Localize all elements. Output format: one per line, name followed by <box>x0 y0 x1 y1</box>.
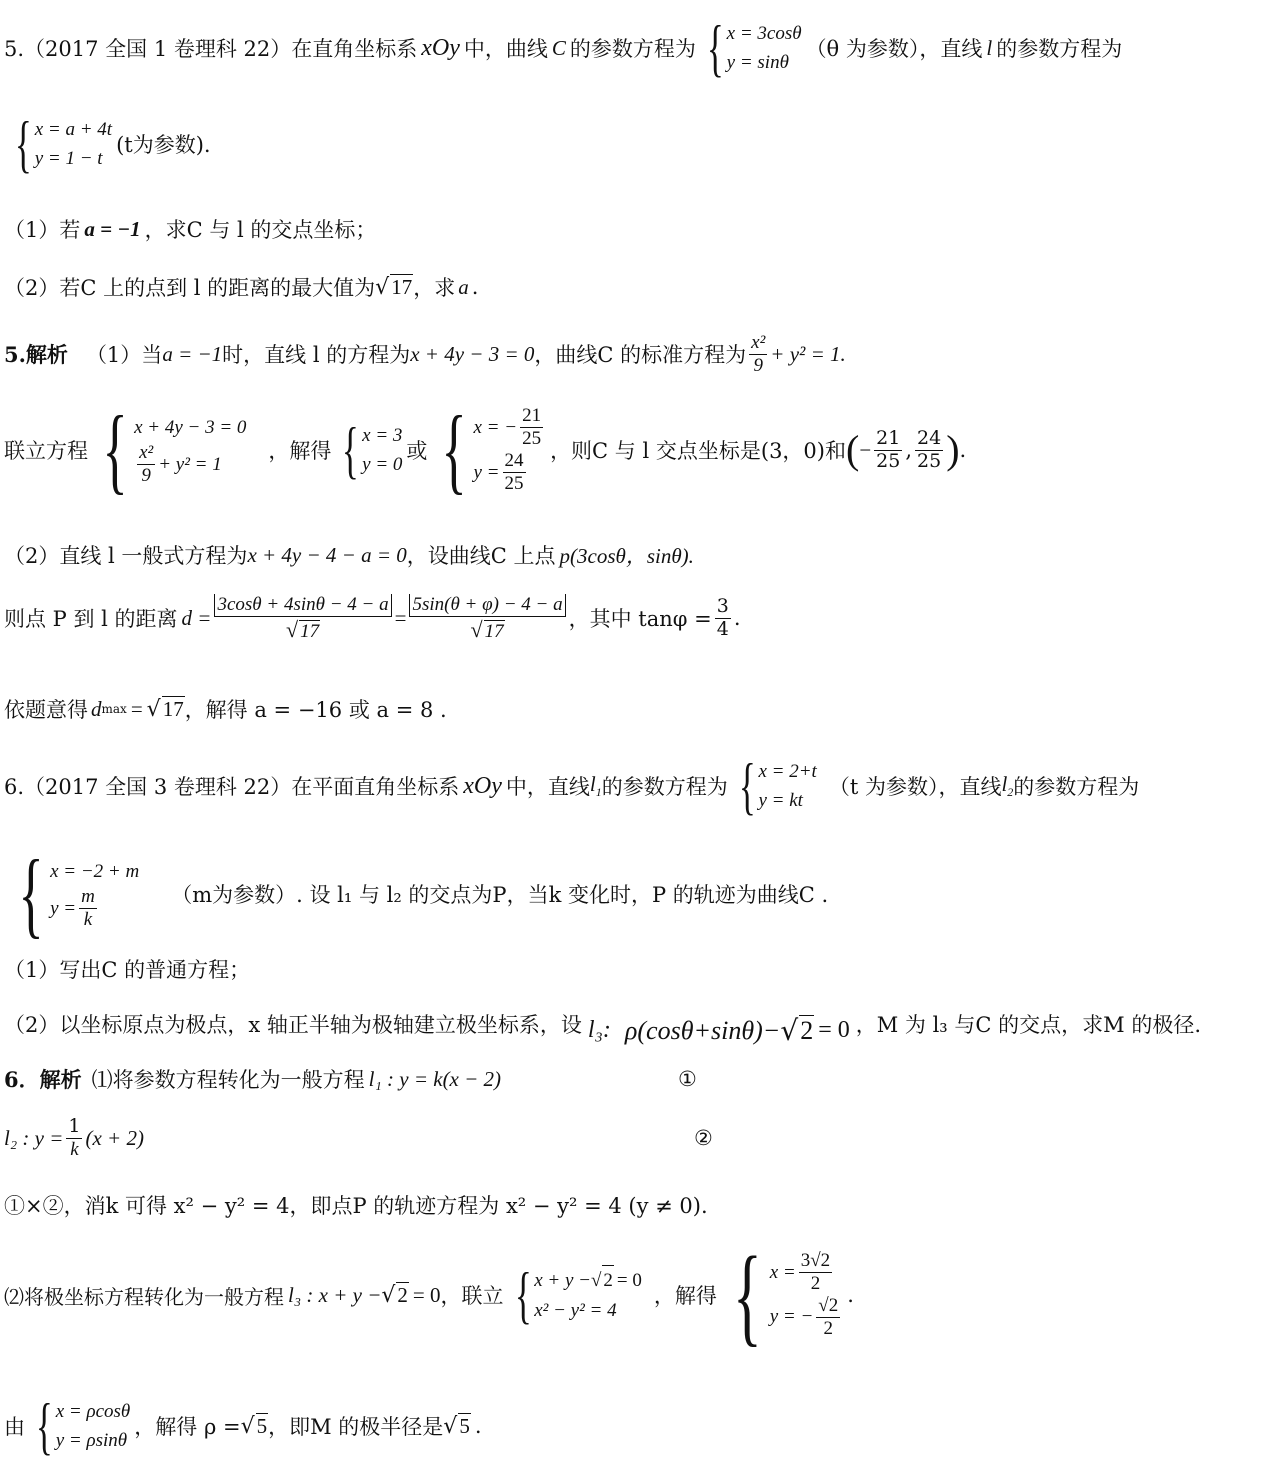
sqrt-icon: √ <box>375 274 390 300</box>
a5-s1-tail: + y² = 1. <box>770 341 846 366</box>
a5-s1b: 时，直线 l 的方程为 <box>222 343 411 368</box>
a5-pt-y <box>915 428 943 473</box>
q5-xoy: xOy <box>421 34 460 61</box>
frac-num: 24 <box>917 426 942 449</box>
frac-den: 25 <box>522 428 542 450</box>
a5-result <box>4 694 447 724</box>
a5-res-eq: = <box>130 696 143 721</box>
q6-l2-frac <box>79 886 97 931</box>
q5-line2 <box>4 108 211 179</box>
a6-label: 6．解析 <box>4 1067 82 1092</box>
q5-p1-cond: a = −1 <box>84 216 141 241</box>
frac-den: k <box>70 1138 79 1160</box>
a5-or: 或 <box>406 439 428 463</box>
q6-part2 <box>4 1000 1201 1047</box>
a5-join-eq1: x + 4y − 3 = 0 <box>134 416 247 438</box>
left-paren-icon: ( <box>845 427 860 472</box>
frac-num: m <box>81 886 95 908</box>
a5-s2-line: x + 4y − 4 − a = 0 <box>247 542 407 567</box>
a5-join: 联立方程 { x + 4y − 3 = 0 $\frac{\text{x²}}{9}$ + y² = 1 ，解得 { x = 3 y = 0 或 { x = − $\frac{21}{25}$ y = $\frac{24}{25}$ ，则C 与 l 交点坐标是(3，0)和 ( − $\frac{21}{25}$ , $\frac{24}{25}$ ) . <box>4 396 967 503</box>
a5-pt-x <box>874 428 902 473</box>
sqrt-icon: √ <box>381 1282 396 1308</box>
a5-intersect-text: ，则C 与 l 交点坐标是(3，0)和 <box>550 439 846 463</box>
frac-num: x² <box>751 332 766 353</box>
frac-den <box>286 617 320 643</box>
q5-curve-system <box>700 12 802 83</box>
frac-num: 3 <box>716 595 729 617</box>
left-brace-icon: { <box>35 1390 53 1461</box>
q6-l1-eq1: x = 2+t <box>758 760 817 782</box>
a5-res-sqrt: 17 <box>162 697 184 721</box>
q5-p2-end: . <box>471 275 479 299</box>
q5-mid2: 的参数方程为 <box>569 37 696 61</box>
a6-step2 <box>4 1115 713 1161</box>
q5-p1-rest: ，求C 与 l 的交点坐标； <box>144 218 377 242</box>
a5-sol2-xfrac <box>520 405 543 450</box>
q6-xoy: xOy <box>463 772 502 799</box>
frac-den: 2 <box>823 1317 833 1339</box>
a6-s1: ⑴将参数方程转化为一般方程 <box>91 1068 365 1092</box>
a5-res-b: ，解得 a = −16 或 a = 8 . <box>184 698 447 722</box>
q6-mid2: 的参数方程为 <box>601 775 728 799</box>
q6-p2-l3: l₃: <box>587 1017 611 1043</box>
a5-res-sub: max <box>101 702 127 716</box>
q6-p2-eq: ρ(cosθ+sinθ)− <box>624 1015 781 1045</box>
a5-distance-label: 则点 P 到 l 的距离 <box>4 607 178 632</box>
q6-l2: $l_2$ <box>1001 771 1014 800</box>
sqrt-icon: √ <box>443 1413 458 1439</box>
a6-s2-frac <box>66 1116 82 1161</box>
a6-s5-eq2: y = ρsinθ <box>55 1430 128 1451</box>
a6-s4-sys1b: = 0 <box>616 1269 642 1291</box>
a5-sol1 <box>335 414 403 485</box>
right-paren-icon: ) <box>946 427 960 472</box>
q6-line1 <box>4 750 1140 821</box>
q5-curve-c: C <box>551 35 566 60</box>
a5-step1 <box>4 332 846 377</box>
a6-sol-y: y = − <box>769 1306 814 1328</box>
sqrt-icon: √ <box>146 696 161 722</box>
left-brace-icon: { <box>441 396 468 503</box>
q6-p2-eq-end: = 0 <box>818 1017 850 1043</box>
frac-num: 3√2 <box>800 1250 831 1272</box>
frac-den <box>470 617 504 643</box>
a5-tan-label: ，其中 tanφ = <box>568 607 712 632</box>
a5-s1-frac <box>749 332 767 377</box>
q5-part2 <box>4 272 478 302</box>
left-brace-icon: { <box>706 12 724 83</box>
q6-mid3: 的参数方程为 <box>1013 775 1140 799</box>
a6-s2-pre: l₂ : y = <box>4 1125 64 1150</box>
frac-num: 5sin(θ + φ) − 4 − a <box>409 594 565 617</box>
a5-d-den2: 17 <box>484 620 504 642</box>
a6-s5-system <box>29 1390 131 1461</box>
frac-num: √2 <box>818 1295 839 1316</box>
a5-s1-line: x + 4y − 3 = 0 <box>410 341 535 366</box>
q6-p1: （1）写出C 的普通方程； <box>4 958 251 982</box>
a5-res-a: 依题意得 <box>4 698 88 722</box>
frac-den: k <box>83 909 93 931</box>
frac-den: 2 <box>810 1273 821 1295</box>
a5-sol2-y: y = <box>473 461 500 483</box>
q5-c-eq2: y = sinθ <box>726 52 789 73</box>
a6-step5 <box>4 1390 482 1461</box>
left-brace-icon: { <box>514 1259 532 1330</box>
a6-s4b: ，联立 <box>440 1284 504 1308</box>
a6-s4a: ⑵将极坐标方程转化为一般方程 <box>4 1284 284 1309</box>
sqrt-icon: √ <box>470 616 483 642</box>
a6-sol-xfrac <box>799 1250 832 1295</box>
a6-s4-eq: l₃ : x + y − <box>288 1282 382 1307</box>
a6-s5a: 由 <box>4 1415 25 1439</box>
a5-res-d: d <box>91 696 102 721</box>
q6-l2-system <box>8 840 140 947</box>
q5-p2-avar: a <box>458 274 469 299</box>
a6-step3 <box>4 1190 708 1220</box>
q6-l1: $l_1$ <box>589 771 602 800</box>
a5-join-system <box>92 396 247 503</box>
a5-distance: 则点 P 到 l 的距离 d = $\frac{3\cos\theta + 4\sin\theta - 4 - a}{√ 17}$ = $\frac{5\sin(\theta + \varphi) - 4 - a}{√ 17}$ ，其中 tanφ = $\frac{3}{4}$ . <box>4 594 741 642</box>
a5-s2a: （2）直线 l 一般式方程为 <box>4 544 248 568</box>
left-brace-icon: { <box>18 840 44 947</box>
q6-t-param: （t 为参数），直线 <box>828 775 1002 799</box>
q6-p2-sqrt: 2 <box>800 1016 814 1045</box>
frac-den: 25 <box>917 449 942 472</box>
frac-num: x² <box>139 442 154 464</box>
sqrt-icon: √ <box>590 1269 602 1291</box>
a6-s4-system <box>508 1259 642 1330</box>
frac-num: 21 <box>522 405 542 427</box>
a5-label: 5.解析 <box>4 342 68 368</box>
a5-s1a: （1）当 <box>85 343 163 368</box>
q5-p2-text: （2）若C 上的点到 l 的距离的最大值为 <box>4 276 376 300</box>
q5-l-eq2: y = 1 − t <box>34 148 103 169</box>
q5-mid1: 中，曲线 <box>463 37 548 61</box>
frac-den: 4 <box>716 617 729 640</box>
a6-s4-sys1a: x + y − <box>534 1269 591 1291</box>
a5-d-frac2 <box>409 594 565 643</box>
left-brace-icon: { <box>102 396 128 503</box>
a6-step4 <box>4 1234 854 1356</box>
frac-num: 24 <box>504 450 524 471</box>
a6-s5-sqrt2: 5 <box>459 1414 470 1438</box>
left-brace-icon: { <box>14 108 32 179</box>
q5-p2-b: ，求 <box>413 276 456 300</box>
a5-s1c: ，曲线C 的标准方程为 <box>534 343 747 368</box>
a5-s2-point: p(3cosθ，sinθ). <box>559 544 694 568</box>
q5-t-param: (t为参数). <box>116 133 211 157</box>
frac-num: 1 <box>68 1115 81 1137</box>
a6-s5-end: . <box>474 1414 482 1438</box>
left-brace-icon: { <box>738 750 756 821</box>
sqrt-icon: √ <box>286 616 299 642</box>
a6-s5c: ，即M 的极半径是 <box>268 1415 444 1439</box>
q5-p2-sqrt: 17 <box>391 275 413 299</box>
a5-step2 <box>4 540 694 570</box>
a5-join-eq2-tail: + y² = 1 <box>158 454 222 475</box>
a6-s4c: ，解得 <box>653 1284 717 1308</box>
a6-s5b: ，解得 ρ = <box>134 1415 241 1439</box>
q6-l1-system <box>732 750 817 821</box>
left-brace-icon: { <box>342 414 360 485</box>
a6-s4-eq-end: = 0 <box>412 1282 441 1307</box>
a6-s4-sys1-sqrt: 2 <box>602 1265 614 1295</box>
a5-tan-frac <box>715 596 731 641</box>
a6-s5-sqrt: 5 <box>256 1414 268 1438</box>
q6-m-param: （m为参数）. 设 l₁ 与 l₂ 的交点为P，当k 变化时，P 的轨迹为曲线C . <box>171 883 829 907</box>
q5-line1 <box>4 12 1123 83</box>
q5-l-eq1: x = a + 4t <box>34 118 113 140</box>
sqrt-icon: √ <box>240 1413 255 1439</box>
a6-s4-end: . <box>847 1283 854 1307</box>
q5-part1 <box>4 214 376 244</box>
q6-mid1: 中，直线 <box>505 775 590 799</box>
a6-s4-sqrt: 2 <box>397 1283 408 1307</box>
q6-intro: 6.（2017 全国 3 卷理科 22）在平面直角坐标系 <box>4 775 460 799</box>
a5-sol2 <box>431 396 546 503</box>
q6-part1 <box>4 954 250 984</box>
a6-s1-eq: l₁ : y = k(x − 2) <box>368 1066 502 1091</box>
a5-d-den1: 17 <box>300 620 320 642</box>
frac-den: 25 <box>876 449 901 472</box>
a6-step1 <box>4 1064 697 1094</box>
a5-d-var: d = <box>181 605 212 630</box>
frac-den: 9 <box>141 465 151 487</box>
a6-s2-tail: (x + 2) <box>85 1125 144 1150</box>
frac-num: 21 <box>876 426 901 449</box>
q5-c-eq1: x = 3cosθ <box>726 22 802 44</box>
a5-d-frac1 <box>214 594 391 643</box>
q5-line-l: l <box>986 35 993 60</box>
left-brace-icon: { <box>732 1234 762 1356</box>
a5-sol2-x: x = − <box>473 416 518 438</box>
q6-l1-eq2: y = kt <box>758 790 803 811</box>
q5-theta-param: （θ 为参数），直线 <box>805 37 983 61</box>
a6-s5-eq1: x = ρcosθ <box>55 1400 131 1422</box>
a5-join-frac <box>137 442 155 487</box>
a5-sol1-x: x = 3 <box>362 424 403 446</box>
a5-s1-cond: a = −1 <box>162 341 223 366</box>
a6-sol-x: x = <box>769 1261 796 1283</box>
a5-sol1-y: y = 0 <box>362 454 403 475</box>
a5-solve-label: ，解得 <box>268 439 332 463</box>
q5-p1-label: （1）若 <box>4 218 81 242</box>
a6-s4-solution <box>721 1234 843 1356</box>
a6-circle-2: ② <box>694 1126 713 1151</box>
a6-sol-yfrac <box>816 1295 840 1340</box>
a5-sol2-yfrac <box>503 450 526 495</box>
q6-l2-eq2: y = <box>50 898 77 919</box>
a5-s2b: ，设曲线C 上点 <box>406 544 556 568</box>
q5-mid3: 的参数方程为 <box>996 37 1123 61</box>
q6-p2b: ，M 为 l₃ 与C 的交点，求M 的极径. <box>855 1012 1201 1037</box>
frac-num: 3cosθ + 4sinθ − 4 − a <box>214 594 391 617</box>
q6-p2a: （2）以坐标原点为极点，x 轴正半轴为极轴建立极坐标系，设 <box>4 1012 582 1037</box>
q5-intro: 5.（2017 全国 1 卷理科 22）在直角坐标系 <box>4 37 418 61</box>
q6-line2 <box>4 840 829 947</box>
frac-den: 25 <box>504 472 524 494</box>
a6-s3: ①×②，消k 可得 x² − y² = 4，即点P 的轨迹方程为 x² − y² = 4 (y ≠ 0). <box>4 1194 708 1218</box>
a5-join-label: 联立方程 <box>4 439 88 463</box>
a6-s4-sys2: x² − y² = 4 <box>534 1299 617 1321</box>
q6-l1-symbol: l <box>589 771 596 796</box>
q5-line-system <box>8 108 113 179</box>
sqrt-icon: √ <box>780 1014 799 1047</box>
q6-l2-eq1: x = −2 + m <box>50 860 140 882</box>
a6-circle-1: ① <box>678 1067 697 1091</box>
frac-den: 9 <box>753 354 763 376</box>
